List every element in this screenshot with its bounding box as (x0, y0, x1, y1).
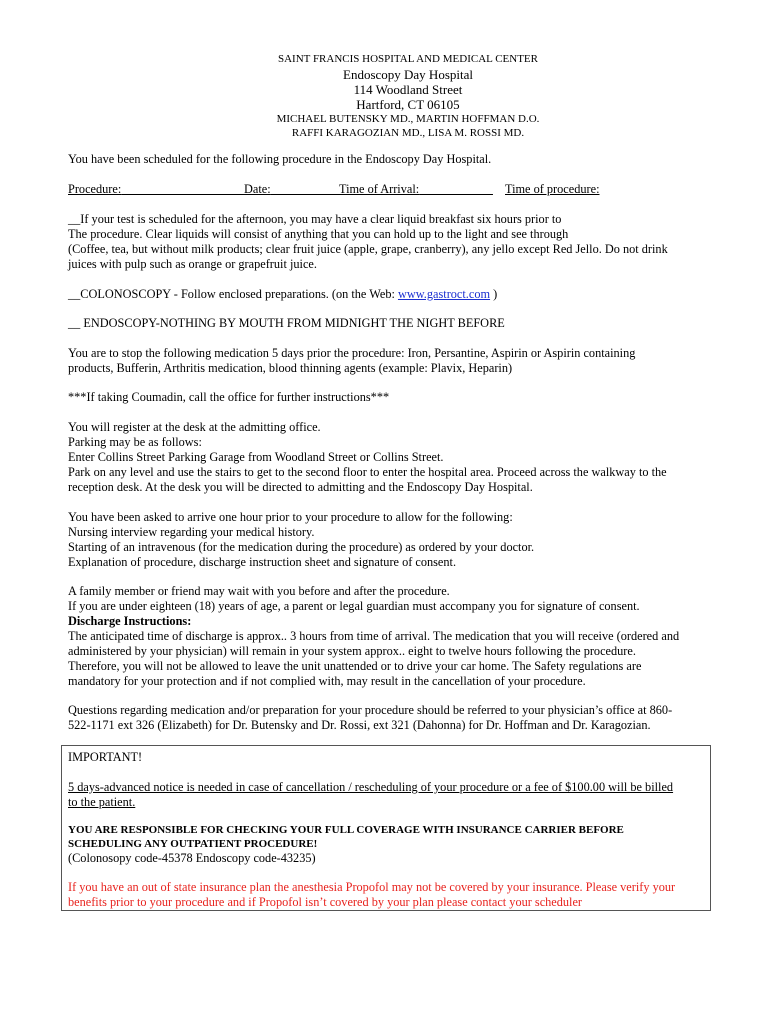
colonoscopy-suffix: ) (490, 287, 498, 301)
gastroct-link[interactable]: www.gastroct.com (397, 287, 491, 301)
arrive-line-2: Nursing interview regarding your medical history. (68, 525, 315, 539)
afternoon-line-2: The procedure. Clear liquids will consist of anything that you can hold up to the light and see through (68, 227, 569, 241)
procedure-time-field[interactable] (505, 182, 599, 197)
city-address: Hartford, CT 06105 (356, 96, 460, 112)
cancellation-notice-2: to the patient. (68, 795, 136, 809)
procedure-label: Procedure: (68, 182, 122, 196)
cancellation-notice-1: 5 days-advanced notice is needed in case of cancellation / rescheduling of your procedure or a fee of $100.00 will be billed (68, 780, 674, 794)
register-line-4: Park on any level and use the stairs to get to the second floor to enter the hospital area. Proceed across the walkway to the (68, 465, 667, 479)
register-line-3: Enter Collins Street Parking Garage from Woodland Street or Collins Street. (68, 450, 444, 464)
arrive-line-1: You have been asked to arrive one hour prior to your procedure to allow for the following: (68, 510, 513, 524)
family-line-2: If you are under eighteen (18) years of age, a parent or legal guardian must accompany you for signature of consent. (68, 599, 640, 613)
family-and-discharge (68, 584, 708, 689)
register-line-2: Parking may be as follows: (68, 435, 202, 449)
unit-name: Endoscopy Day Hospital (343, 66, 473, 82)
family-line-1: A family member or friend may wait with you before and after the procedure. (68, 584, 450, 598)
arrival-instructions (68, 510, 708, 570)
letterhead (0, 52, 770, 141)
discharge-line-1: The anticipated time of discharge is approx.. 3 hours from time of arrival. The medication that you will receive (ordered and (68, 629, 680, 643)
intro-text: You have been scheduled for the following procedure in the Endoscopy Day Hospital. (68, 152, 492, 166)
questions-contact (68, 703, 708, 733)
colonoscopy-text: __COLONOSCOPY - Follow enclosed preparations. (on the Web: (68, 287, 398, 301)
propofol-warning-2: benefits prior to your procedure and if Propofol isn’t covered by your plan please contact your scheduler (68, 895, 583, 909)
medication-line-1: You are to stop the following medication 5 days prior the procedure: Iron, Persantine, Aspirin or Aspirin containing (68, 346, 636, 360)
afternoon-line-1: __If your test is scheduled for the afternoon, you may have a clear liquid breakfast six hours prior to (68, 212, 562, 226)
procedure-codes: (Colonosopy code-45378 Endoscopy code-43235) (68, 851, 316, 865)
date-label: Date: (244, 182, 271, 196)
arrive-line-3: Starting of an intravenous (for the medication during the procedure) as ordered by your doctor. (68, 540, 535, 554)
doctors-line-1: MICHAEL BUTENSKY MD., MARTIN HOFFMAN D.O. (276, 112, 540, 125)
discharge-title: Discharge Instructions: (68, 614, 192, 628)
important-box (61, 745, 711, 911)
medication-instructions (68, 346, 708, 376)
hospital-name: SAINT FRANCIS HOSPITAL AND MEDICAL CENTER (278, 53, 538, 65)
propofol-warning-1: If you have an out of state insurance plan the anesthesia Propofol may not be covered by your insurance. Please verify your (68, 880, 676, 894)
register-line-1: You will register at the desk at the admitting office. (68, 420, 321, 434)
registration-instructions (68, 420, 708, 495)
procedure-fields (68, 182, 708, 198)
afternoon-line-4: juices with pulp such as orange or grapefruit juice. (68, 257, 317, 271)
register-line-5: reception desk. At the desk you will be directed to admitting and the Endoscopy Day Hospital. (68, 480, 533, 494)
arrival-label: Time of Arrival: (339, 182, 420, 196)
street-address: 114 Woodland Street (353, 81, 463, 97)
coumadin-note: ***If taking Coumadin, call the office for further instructions*** (68, 390, 390, 404)
insurance-warning-2: SCHEDULING ANY OUTPATIENT PROCEDURE! (68, 838, 318, 850)
arrive-line-4: Explanation of procedure, discharge instruction sheet and signature of consent. (68, 555, 457, 569)
questions-line-1: Questions regarding medication and/or preparation for your procedure should be referred to your physician’s office at 860- (68, 703, 673, 717)
discharge-line-3: Therefore, you will not be allowed to leave the unit unattended or to drive your car home. The Safety regulations are (68, 659, 642, 673)
afternoon-instructions (68, 212, 708, 272)
endoscopy-line: __ ENDOSCOPY-NOTHING BY MOUTH FROM MIDNIGHT THE NIGHT BEFORE (68, 316, 505, 330)
insurance-warning-1: YOU ARE RESPONSIBLE FOR CHECKING YOUR FULL COVERAGE WITH INSURANCE CARRIER BEFORE (68, 824, 624, 836)
discharge-line-2: administered by your physician) will remain in your system approx.. eight to twelve hours following the procedure. (68, 644, 636, 658)
afternoon-line-3: (Coffee, tea, but without milk products; clear fruit juice (apple, grape, cranberry), any jello except Red Jello. Do not drink (68, 242, 668, 256)
important-content (68, 750, 704, 910)
discharge-line-4: mandatory for your protection and if not complied with, may result in the cancellation of your procedure. (68, 674, 586, 688)
procedure-field[interactable] (68, 182, 257, 197)
important-title: IMPORTANT! (68, 750, 143, 764)
colonoscopy-line (68, 287, 708, 302)
doctors-line-2: RAFFI KARAGOZIAN MD., LISA M. ROSSI MD. (291, 127, 525, 139)
questions-line-2: 522-1171 ext 326 (Elizabeth) for Dr. Butensky and Dr. Rossi, ext 321 (Dahonna) for Dr. Hoffman and Dr. Karagozian. (68, 718, 651, 732)
arrival-field[interactable] (339, 182, 493, 197)
procedure-time-label: Time of procedure: (505, 182, 600, 196)
medication-line-2: products, Bufferin, Arthritis medication, blood thinning agents (example: Plavix, Heparin) (68, 361, 513, 375)
